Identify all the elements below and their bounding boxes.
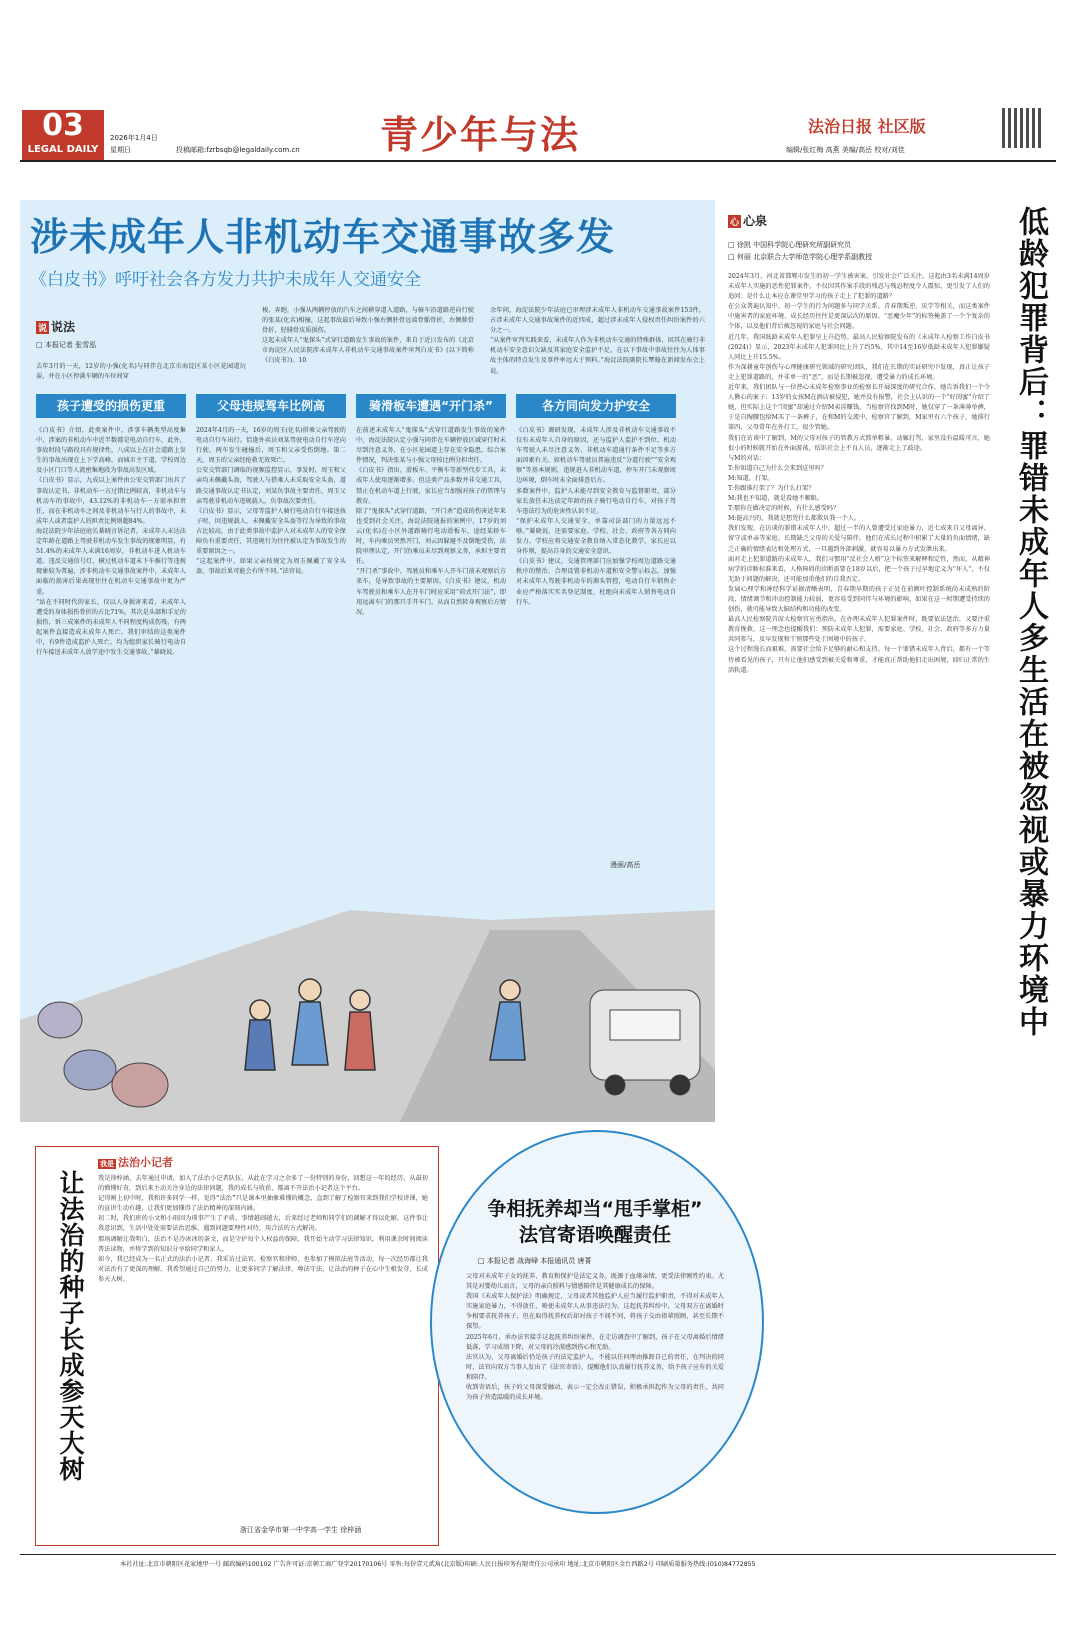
column-byline-2: □ 何丽 北京联合大学师范学院心理学系副教授 xyxy=(728,253,873,261)
lead-byline: □ 本报记者 张雪泓 xyxy=(36,341,97,349)
footer-info: 本社社址:北京市朝阳区花家地甲一号 邮政编码100102 广告许可证:京朝工商广登字20170106号 零售:每份壹元贰角(北京版)印刷:人民日报印务有限责任公司承印 地址:北京市朝阳区金台西路2号 印刷质量服务热线:(010)84772855 xyxy=(120,1561,756,1568)
editors: 编辑/张红梅 高燕 美编/高岳 校对/刘佳 xyxy=(786,146,905,154)
qr-code xyxy=(1002,108,1042,148)
lead-intro-col1: 去年3月的一天，12岁的小强(化名)与同伴在北京市海淀区某小区花园道玩耍，并在小区停满车辆的车位间穿 xyxy=(36,363,246,381)
column-vertical-title: 低龄犯罪背后：罪错未成年人多生活在被忽视或暴力环境中 xyxy=(1013,206,1048,1038)
essay-body: 我是徐梓涵，去年通过申请，加入了法治小记者队伍，从此在学习之余多了一份特别的身份，回想这一年的经历，从最初的懵懂好奇，到后来主动关注身边的法律问题，我的成长与收获，都离不开法治小记者这个平台。 记得刚上初中时，我和许多同学一样，觉得“法治”只是课本里抽象难懂的概念，直到了解了检察官来到我们学校讲课，她的宣讲生动有趣，让我们更加懂得了法治精神的深刻内涵。 初二时，我们班的小文和小雨因为琐事产生了矛盾，事情越闹越大，后来经过老师和同学们的调解才得以化解。这件事让我意识到，生活中处处需要法治思维，遇到问题要理性对待，用合法的方式解决。 那场调解让我明白，法治不是冷冰冰的条文，而是守护每个人权益的保障，我开始主动学习法律知识，利用课余时间阅读普法读物，并将学到的知识分享给同学和家人。 如今，我已经成为一名正式的法治小记者，我采访过法官、检察官和律师，也参加了模拟法庭等活动，每一次经历都让我对法治有了更深的理解。我希望通过自己的努力，让更多同学了解法律、尊法守法，让法治的种子在心中生根发芽，长成参天大树。 xyxy=(98,1175,428,1283)
section-text-1: 《白皮书》介绍，此类案件中，涉事车辆类型高度集中，涉案的非机动车中近半数都是电动自行车，此外，事故时段与路段具有规律性，八成以上在社会道路上发生的事故出现在上下学高峰，而城市主干道，学校周边及小区门口等人流密集地段为事故高发区域。 《白皮书》显示，九成以上案件由公安交管部门出具了事故认定书，非机动车一方过错比例较高，非机动车与机动车的事故中，43.12%的非机动车一方需承担责任，而在非机动车之间及非机动车与行人的事故中，未成年人或者监护人的担责比例则超84%。 海淀法院少年法庭庭长綦晓言诉记者，未成年人未达法定年龄在道路上驾驶非机动车发生事故的现象明显，有51.4%的未成年人未满16周岁，非机动车进入机动车道、违反交通信号灯、横过机动车道未下车推行等违规现象较为普遍，涉非机动车交通事故案件中，未成年人面临的损害后果表现往往在机动车交通事故中更为严重。 “站在不同时代的家长，仅以人身损害来看，未成年人遭受的身体损伤骨折的占比71%，其次是头部和手足的损伤，诉三成案件的未成年人不同程度构成伤残，有两起案件直接造成未成年人死亡。我们审结的这类案件中，有9件造成监护人死亡，均为组织家长骑行电动自行车接送未成年人放学途中发生交通事故。”綦晓说。 xyxy=(36,427,186,657)
lead-title: 涉未成年人非机动车交通事故多发 xyxy=(30,215,616,259)
section-heading-3: 骑滑板车遭遇“开门杀” xyxy=(356,394,506,418)
section-heading-1: 孩子遭受的损伤更重 xyxy=(36,394,186,418)
issue-date: 2026年1月4日 xyxy=(110,134,158,142)
column-tag: 心 心泉 xyxy=(730,214,768,228)
circle-title: 争相抚养却当“甩手掌柜” 法官寄语唤醒责任 xyxy=(487,1198,703,1246)
lead-tag: 说 说法 xyxy=(38,320,76,334)
column-byline-1: □ 徐凯 中国科学院心理研究所副研究员 xyxy=(728,241,852,249)
issue-weekday: 星期日 xyxy=(110,146,131,154)
section-heading-4: 各方同向发力护安全 xyxy=(516,394,676,418)
section-text-4: 《白皮书》调研发现，未成年人涉及非机动车交通事故不仅有未成年人自身的原因，还与监护人监护不到位、机动车驾驶人未尽注意义务、非机动车道通行条件不足等多方面因素有关。如机动车驾驶员普遍违反“分道行驶”“安全观察”等基本规则，违规进入非机动车道，停车开门未观察周边环境，倒车时未全面排查后方。 多数案件中，监护人未能尽到安全教育与监督职责，部分家长放任未达法定年龄的孩子骑行电动自行车，对孩子驾车违法行为的危害性认识不足。 “保护未成年人交通安全，单靠司法部门的力量远远不够。”綦晓说，还需要家庭、学校、社会、政府等各方同向发力，学校应将交通安全教育纳入常态化教学，家长应以身作则，提高自身的交通安全意识。 《白皮书》建议，交通管理部门应加强学校周边道路交通秩序的整治，合理设置非机动车道和安全警示标志，加强对未成年人驾驶非机动车的源头管控，电动自行车销售企业应严格落实实名登记制度，杜绝向未成年人销售电动自行车。 xyxy=(516,427,676,606)
paper-logo: 法治日报 社区版 xyxy=(808,117,926,136)
page-number: 03 xyxy=(42,108,84,143)
section-heading-2: 父母违规驾车比例高 xyxy=(196,394,346,418)
essay-tag-small: 我是 xyxy=(100,1159,114,1168)
traffic-cartoon-illustration xyxy=(20,870,715,1122)
submission-email: 投稿邮箱:fzrbsqb@legaldaily.com.cn xyxy=(176,146,300,154)
section-title: 青少年与法 xyxy=(380,112,581,157)
essay-vertical-title: 让法治的种子长成参天大树 xyxy=(56,1170,85,1482)
cartoon-credit: 漫画/高岳 xyxy=(610,861,641,869)
masthead-divider xyxy=(20,160,1056,162)
lead-tag-text: 说法 xyxy=(51,320,76,334)
page-brand: LEGAL DAILY xyxy=(27,144,99,155)
section-text-3: 在前述未成年人“鬼探头”式穿行道路发生事故的案件中，海淀法院认定小强与同伴在车辆停放区域穿行时未尽到注意义务，在小区花园道上存在安全隐患，综合案件情况，判决张某与小强父母按比例分担责任。 《白皮书》指出，滑板车、平衡车等新型代步工具，未成年人使用逐渐增多，但这类产品多数并非交通工具，禁止在机动车道上行驶，家长应当加强对孩子的管理与教育。 除了“鬼探头”式穿行道路，“开门杀”造成的伤害近年来也受到社会关注，海淀法院通报的案例中，17岁的刘云(化名)在小区外道路骑行电动滑板车，途经某轿车时，车内乘员突然开门，刘云因躲避不及倒地受伤，法院审理认定，开门的乘员未尽到观察义务，承担主要责任。 “开门杀”事故中，驾驶员和乘车人开车门前未观察后方来车，是导致事故的主要原因，《白皮书》建议，机动车驾驶员和乘车人在开车门时应采用“荷式开门法”，即用远离车门的那只手开车门，从而自然转身观察后方情况。 xyxy=(356,427,506,616)
lead-intro-col3: 余年间，海淀法院少年法庭已审理涉未成年人非机动车交通事故案件153件，占涉未成年人交通事故案件的近四成，超过涉未成年人侵权责任纠纷案件的六分之一。 “从案件审判实践来看，未成年人作为非机动车交通的特殊群体，因其在骑行非机动车安全意识欠缺及其家庭安全监护不足，在以下事故中事故往往为人体事故主体的特点发生及事件率远大于预料。”海淀法院副院长覃翰在新闻发布会上说。 xyxy=(490,307,705,375)
footer-divider xyxy=(20,1554,1056,1555)
circle-byline: □ 本报记者 战海峰 本报通讯员 唐菁 xyxy=(478,1257,592,1265)
essay-author: 浙江省金华市第一中学高一学生 徐梓涵 xyxy=(240,1526,362,1534)
section-text-2: 2024年4月的一天，16岁的周玉(化名)搭乘父亲驾驶的电动自行车出行。恰逢外卖员刘某驾驶电动自行车逆向行驶，两车发生碰撞后，周玉和父亲受伤倒地。第二天，周玉的父亲经抢救无效死亡。 公安交管部门调取的视频监控显示，事发时，周玉和父亲均未佩戴头盔，驾驶人与搭乘人未采取安全头盔，道路交通事故认定书认定，刘某负事故主要责任，周玉父亲驾驶非机动车违规载人，负事故次要责任。 《白皮书》显示，父母等监护人骑行电动自行车接送孩子时，因违规载人、未佩戴安全头盔等行为导致的事故占比较高，由于此类事故中监护人对未成年人的安全保障负有重要责任，其违规行为往往被认定为事故发生的重要原因之一。 “这起案件中，如果父亲按规定为周玉佩戴了安全头盔，事故后果可能会有所不同。”法官说。 xyxy=(196,427,346,576)
essay-tag xyxy=(98,1154,173,1170)
lead-intro-col2: 梭、奔跑，小强从两辆停放的汽车之间横穿道入道路，与骑车沿道路逆向行驶的张某(化名)相撞，这起事故最后导致小强右侧胚骨远端骨骺骨折，右侧肺骨骨折，胫腓骨皮质损伤。 这起未成年人“鬼探头”式穿行道路发生事故的案件，来自于近日发布的《北京市海淀区人民法院涉未成年人非机动车交通事故案件审判白皮书》(以下简称《白皮书》)。10 xyxy=(262,307,474,365)
circle-body: 父母对未成年子女的抚养、教育和保护是法定义务。既源于血缘亲情，更受法律刚性约束。尤其是对婴幼儿而言，父母的亲自照料与情感陪伴是其健康成长的保障。 我国《未成年人保护法》明确规定，父母或者其他监护人应当履行监护职责，不得对未成年人实施家庭暴力，不得放任、唆使未成年人从事违法行为。这起抚养纠纷中，父母双方在离婚时争相要求抚养孩子，但在取得抚养权后却对孩子不闻不问，将孩子交由祖辈照顾，甚至长期不探望。 2025年6月，承办法官接手这起抚养纠纷案件，在走访调查中了解到，孩子在父母离婚后情绪低落，学习成绩下降，对父母的冷漠感到伤心和无助。 法官认为，父母离婚后仍是孩子的法定监护人，不能以任何理由推卸自己的责任，在判决的同时，法官向双方当事人发出了《法官寄语》，提醒他们认真履行抚养义务，给予孩子应有的关爱和陪伴。 收到寄语后，孩子的父母深受触动，表示一定会改正错误，积极承担起作为父母的责任，共同为孩子营造温暖的成长环境。 xyxy=(466,1273,724,1402)
lead-subtitle: 《白皮书》呼吁社会各方发力共护未成年人交通安全 xyxy=(30,270,421,290)
column-body: 2024年3月，河北省邯郸市发生的初一学生被害案，引发社会广泛关注。这起由3名未满14周岁未成年人实施的恶性犯罪案件，不仅因其作案手段的残忍与残忍程度令人震惊，更引发了人们的追问：是什么让本应在课堂里学习的孩子走上了犯罪的道路？ 在公众普遍认知中，初一学生的行为问题多与同学关系、青春期叛逆、厌学等相关，而这类案件中施害者的家庭环境、成长经历往往是更深层次的原因。“恶魔少年”的标签掩盖了一个个复杂的个体，以及他们背后被忽视的家庭与社会问题。 近几年，我国低龄未成年人犯罪呈上升趋势。最高人民检察院发布的《未成年人检察工作白皮书(2024)》显示，2023年未成年人犯罪同比上升了约5%，其中14至16岁低龄未成年人犯罪嫌疑人同比上升15.5%。 作为深耕童年创伤与心理健康研究领域的研究团队，我们在长期的实证研究中发现，真正让孩子走上犯罪道路的，并非单一的“恶”，而是长期被忽视、遭受暴力的成长环境。 近年来，我们团队与一位热心未成年检察事业的检察长开展深度的研究合作，她告诉我们一个令人揪心的案子：13岁的女孩M在酒店被侵犯，她并没有报警，社会上认识的一个“好闺蜜”介绍了她，但实际上这个“闺蜜”却通过介绍M卖淫赚钱。当检察官找到M时，她仅穿了一条薄薄单裤，于是自掏腰包给M买了一条裤子，在和M的交流中，检察官了解到，M家里有六个孩子，她排行第四，父母常年在外打工，很少管她。 我们在访谈中了解到，M的父母对孩子的管教方式简单粗暴，动辄打骂，家里没有温暖可言，她很小的时候就开始在外面游荡，结识社会上不良人员，逐渐走上了歧途。 与M的对话： T:你知道自己为什么会来到这里吗？ M:知道，打架。 T:你跟谁打架了？为什么打架？ M:我也不知道，就是看她不顺眼。 T:那你在做决定的时候，有什么感受吗？ M:挺高兴的，我就是想凭什么都欺负我一个人。 我们发现，在访谈的罪错未成年人中，超过一半的人曾遭受过家庭暴力，近七成来自父母离异、留守或单亲等家庭，长期缺乏父母的关爱与陪伴，他们在成长过程中积累了大量的负面情绪，缺乏正确的情绪表达和处理方式，一旦遇到外部刺激，就容易以暴力方式发泄出来。 面对走上犯罪道路的未成年人，我们习惯用“反社会人格”这个标签来解释和定性，然而，从精神病学的诊断标准来看，人格障碍的诊断需要在18岁以后，把一个孩子过早地定义为“坏人”，不仅无助于问题的解决，还可能加重他们的自我否定。 发展心理学和神经科学证据清晰表明，青春期早期的孩子正处在前额叶控制系统尚未成熟的阶段，情绪调节和冲动控制能力较弱，更容易受到同伴与环境的影响，如果在这一时期遭受持续的创伤，就可能导致大脑结构和功能的改变。 最高人民检察院首席大检察官应勇指出，在办理未成年人犯罪案件时，既要依法惩治，又要注重教育挽救。这一理念也提醒我们：预防未成年人犯罪，需要家庭、学校、社会、政府等多方力量共同参与，及早发现和干预那些处于困境中的孩子。 这个过程漫长而艰难，需要社会给予足够的耐心和支持。每一个罪错未成年人背后，都有一个等待被看见的孩子，只有让他们感受到被关爱和尊重，才能真正帮助他们走出困境，回归正常的生活轨道。 xyxy=(728,273,990,674)
essay-tag-text: 法治小记者 xyxy=(118,1156,173,1169)
column-tag-text: 心泉 xyxy=(743,214,768,228)
